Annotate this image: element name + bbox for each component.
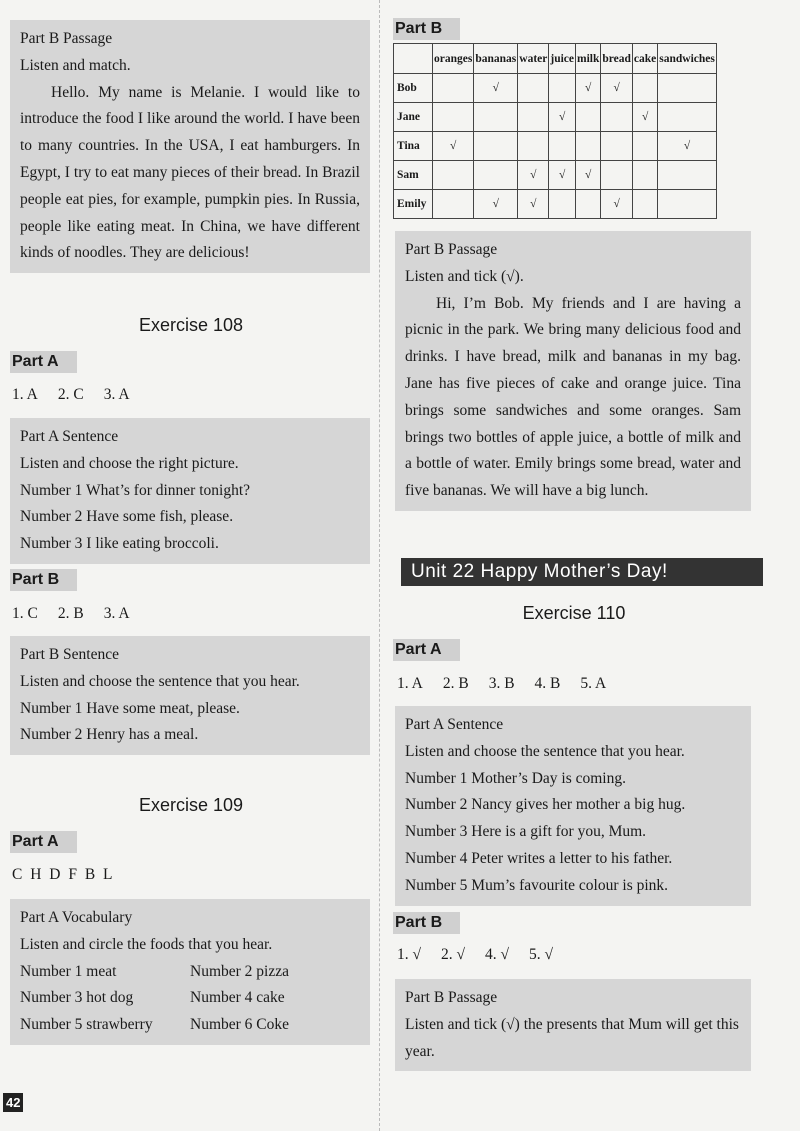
table-header: cake bbox=[632, 44, 657, 74]
box-line: Number 1 Have some meat, please. bbox=[20, 699, 240, 717]
exercise-108-title: Exercise 108 bbox=[138, 315, 244, 335]
table-cell bbox=[474, 161, 518, 190]
part-b-sentence-box bbox=[10, 636, 370, 755]
box-line: Listen and choose the right picture. bbox=[20, 454, 239, 472]
answer: 2. B bbox=[442, 675, 469, 692]
table-header: oranges bbox=[433, 44, 474, 74]
box-line: Number 3 I like eating broccoli. bbox=[20, 535, 219, 553]
part-b-tab bbox=[10, 569, 77, 591]
box-line: Part B Passage bbox=[405, 989, 498, 1006]
tick-table bbox=[393, 43, 717, 219]
part-a-answers bbox=[397, 675, 626, 693]
right-column bbox=[393, 0, 755, 1131]
vocab-item: Number 2 pizza bbox=[190, 962, 289, 980]
row-name: Emily bbox=[394, 190, 433, 219]
table-cell: √ bbox=[601, 74, 633, 103]
vocabulary-box bbox=[10, 899, 370, 1045]
table-cell bbox=[576, 103, 601, 132]
box-line: Number 1 Mother’s Day is coming. bbox=[405, 769, 626, 787]
answer: 4. B bbox=[534, 675, 561, 692]
table-cell: √ bbox=[658, 132, 717, 161]
table-row bbox=[394, 161, 717, 190]
box-line: Listen and choose the sentence that you hear. bbox=[405, 742, 685, 760]
table-cell: √ bbox=[433, 132, 474, 161]
part-b-answers bbox=[12, 605, 150, 623]
box-line: Listen and choose the sentence that you hear. bbox=[20, 672, 300, 690]
table-header: milk bbox=[576, 44, 601, 74]
left-column bbox=[10, 0, 372, 1131]
table-cell: √ bbox=[474, 74, 518, 103]
page-number: 42 bbox=[3, 1093, 23, 1112]
table-cell: √ bbox=[518, 161, 549, 190]
part-b-tab bbox=[393, 18, 460, 40]
table-cell bbox=[632, 132, 657, 161]
table-header: bread bbox=[601, 44, 633, 74]
exercise-109-title: Exercise 109 bbox=[138, 795, 244, 815]
table-cell bbox=[518, 132, 549, 161]
box-line: Number 3 Here is a gift for you, Mum. bbox=[405, 823, 647, 841]
row-name: Tina bbox=[394, 132, 433, 161]
vocab-item: Number 5 strawberry bbox=[20, 1016, 153, 1034]
table-cell bbox=[658, 74, 717, 103]
answer: 3. A bbox=[103, 605, 130, 622]
part-b-answers bbox=[397, 946, 573, 964]
passage-text: Hi, I’m Bob. My friends and I are having a picnic in the park. We bring many delicious food and drinks. I have bread, milk and bananas in my bag. Jane has five pieces of cake and orange juice. Tina brings some sandwiches and some oranges. Sam brings two bottles of apple juice, a bottle of milk and a bottle of water. Emily brings some bread, water and five bananas. We will have a big lunch. bbox=[405, 294, 741, 500]
answer: 2. B bbox=[57, 605, 84, 622]
table-cell: √ bbox=[549, 161, 576, 190]
table-cell bbox=[433, 74, 474, 103]
part-a-sentence-box bbox=[10, 418, 370, 564]
table-cell bbox=[549, 74, 576, 103]
part-a-sentence-box bbox=[395, 706, 751, 906]
table-cell bbox=[474, 103, 518, 132]
box-line: Part A Sentence bbox=[20, 428, 119, 445]
table-cell: √ bbox=[549, 103, 576, 132]
answer: 1. √ bbox=[397, 946, 422, 963]
table-header bbox=[394, 44, 433, 74]
table-row bbox=[394, 103, 717, 132]
table-cell bbox=[632, 161, 657, 190]
part-a-tab bbox=[10, 831, 77, 853]
part-a-answers: C H D F B L bbox=[12, 866, 113, 883]
table-cell bbox=[549, 190, 576, 219]
part-b-tab bbox=[393, 912, 460, 934]
part-a-label: Part A bbox=[10, 351, 77, 373]
table-cell bbox=[658, 103, 717, 132]
table-cell bbox=[601, 103, 633, 132]
table-header-row bbox=[394, 44, 717, 74]
part-a-tab bbox=[393, 639, 460, 661]
answer: 5. A bbox=[580, 675, 607, 692]
table-cell: √ bbox=[576, 74, 601, 103]
table-cell bbox=[601, 161, 633, 190]
answer: 2. C bbox=[57, 386, 84, 403]
column-divider bbox=[379, 0, 380, 1131]
answer: 3. B bbox=[488, 675, 515, 692]
part-a-label: Part A bbox=[10, 831, 77, 853]
table-cell: √ bbox=[474, 190, 518, 219]
table-cell bbox=[474, 132, 518, 161]
passage-instruction: Listen and tick (√). bbox=[405, 267, 524, 285]
row-name: Bob bbox=[394, 74, 433, 103]
unit-title-banner: Unit 22 Happy Mother’s Day! bbox=[401, 558, 763, 586]
table-cell: √ bbox=[518, 190, 549, 219]
answer: 3. A bbox=[103, 386, 130, 403]
vocab-row bbox=[20, 959, 360, 986]
vocab-row bbox=[20, 985, 360, 1012]
table-header: water bbox=[518, 44, 549, 74]
table-row bbox=[394, 132, 717, 161]
passage-heading: Part B Passage bbox=[405, 241, 498, 258]
box-line: Number 5 Mum’s favourite colour is pink. bbox=[405, 876, 669, 894]
vocab-item: Number 3 hot dog bbox=[20, 989, 134, 1007]
table-cell: √ bbox=[601, 190, 633, 219]
box-line: Part B Sentence bbox=[20, 646, 120, 663]
exercise-110-title: Exercise 110 bbox=[522, 603, 626, 623]
part-b-label: Part B bbox=[393, 18, 460, 40]
vocab-item: Number 6 Coke bbox=[190, 1016, 290, 1034]
box-line: Number 1 What’s for dinner tonight? bbox=[20, 481, 251, 499]
part-a-label: Part A bbox=[393, 639, 460, 661]
table-header: juice bbox=[549, 44, 576, 74]
table-cell bbox=[601, 132, 633, 161]
table-cell bbox=[632, 74, 657, 103]
table-cell bbox=[433, 161, 474, 190]
passage-box-melanie bbox=[10, 20, 370, 273]
passage-box-bob bbox=[395, 231, 751, 511]
part-a-answers bbox=[12, 386, 150, 404]
part-b-passage-box bbox=[395, 979, 751, 1071]
box-line: Number 2 Henry has a meal. bbox=[20, 726, 199, 744]
box-line: Part A Sentence bbox=[405, 716, 504, 733]
answer: 5. √ bbox=[529, 946, 554, 963]
table-cell bbox=[576, 190, 601, 219]
answer: 1. A bbox=[397, 675, 423, 692]
box-line: Part A Vocabulary bbox=[20, 909, 133, 926]
table-cell: √ bbox=[632, 103, 657, 132]
table-cell bbox=[518, 74, 549, 103]
table-cell bbox=[576, 132, 601, 161]
table-cell bbox=[549, 132, 576, 161]
vocab-item: Number 4 cake bbox=[190, 989, 285, 1007]
table-row bbox=[394, 74, 717, 103]
box-line: Number 4 Peter writes a letter to his father. bbox=[405, 849, 673, 867]
passage-heading: Part B Passage bbox=[20, 30, 113, 47]
table-cell bbox=[433, 190, 474, 219]
answer: 4. √ bbox=[485, 946, 510, 963]
table-row bbox=[394, 190, 717, 219]
table-cell bbox=[518, 103, 549, 132]
box-line: Number 2 Nancy gives her mother a big hug. bbox=[405, 796, 686, 814]
row-name: Jane bbox=[394, 103, 433, 132]
table-cell bbox=[658, 190, 717, 219]
table-cell bbox=[632, 190, 657, 219]
answer: 1. C bbox=[12, 605, 38, 622]
table-cell bbox=[658, 161, 717, 190]
vocab-item: Number 1 meat bbox=[20, 962, 117, 980]
part-a-tab bbox=[10, 351, 77, 373]
box-line: Listen and tick (√) the presents that Mum will get this year. bbox=[405, 1015, 739, 1060]
box-line: Listen and circle the foods that you hear. bbox=[20, 935, 273, 953]
passage-text: Hello. My name is Melanie. I would like to introduce the food I like around the world. I have been to many countries. In the USA, I eat hamburgers. In Egypt, I try to eat many pieces of their bread. In Brazil people eat pies, for example, pumpkin pies. In Russia, people like eating meat. In China, we have different kinds of noodles. They are delicious! bbox=[20, 83, 360, 262]
passage-instruction: Listen and match. bbox=[20, 56, 131, 74]
row-name: Sam bbox=[394, 161, 433, 190]
table-cell: √ bbox=[576, 161, 601, 190]
box-line: Number 2 Have some fish, please. bbox=[20, 508, 234, 526]
vocab-row bbox=[20, 1012, 360, 1039]
table-cell bbox=[433, 103, 474, 132]
table-header: bananas bbox=[474, 44, 518, 74]
answer: 2. √ bbox=[441, 946, 466, 963]
answer: 1. A bbox=[12, 386, 38, 403]
part-b-label: Part B bbox=[10, 569, 77, 591]
part-b-label: Part B bbox=[393, 912, 460, 934]
table-header: sandwiches bbox=[658, 44, 717, 74]
